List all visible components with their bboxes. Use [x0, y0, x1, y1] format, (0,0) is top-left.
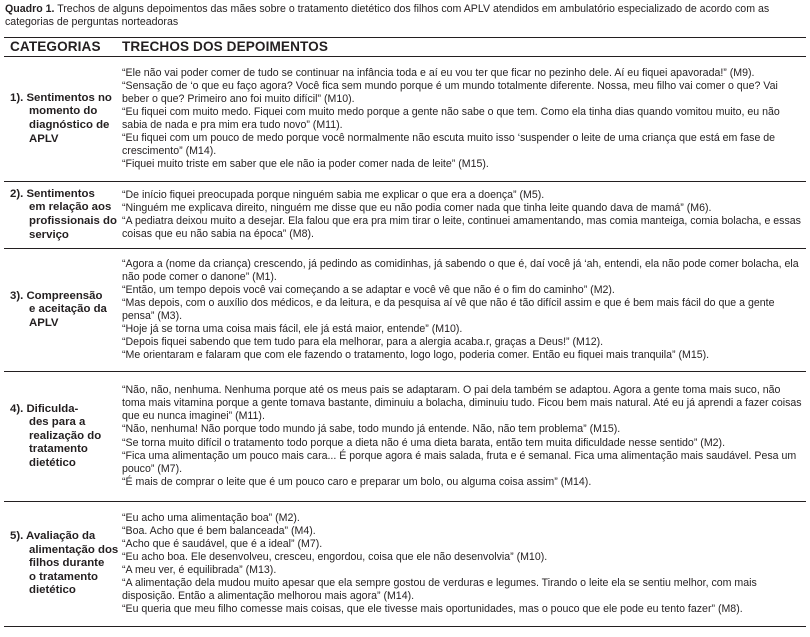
category-line: filhos durante [29, 557, 105, 570]
table-row [4, 249, 806, 372]
table-row [4, 372, 806, 502]
category-line: 1). Sentimentos no [10, 91, 112, 104]
header-trechos: TRECHOS DOS DEPOIMENTOS [119, 38, 806, 57]
quotes-cell [119, 502, 806, 627]
category-line: 4). Dificulda- [10, 402, 79, 415]
testimony-quote: “Agora a (nome da criança) crescendo, já pedindo as comidinhas, já sabendo o que é, daí você já ‘ah, entendi, ela não pode comer bolacha, ela não pode comer o danone” (M1). [122, 257, 799, 283]
category-line: APLV [29, 132, 59, 145]
category-line: serviço [29, 228, 69, 241]
category-cell [4, 57, 119, 182]
quotes-cell [119, 249, 806, 372]
table-caption [5, 3, 805, 29]
category-line: dietético [29, 456, 76, 469]
category-line: realização do [29, 429, 102, 442]
quotes-cell [119, 372, 806, 502]
testimonies-table [4, 37, 806, 627]
category-line: o tratamento [29, 570, 98, 583]
category-line: des para a [29, 416, 86, 429]
testimony-quote: “Mas depois, com o auxílio dos médicos, e da leitura, e da pesquisa aí vê que não é tão difícil assim e que é bem mais fácil do que a gente pensa” (M3). [122, 296, 775, 322]
testimony-quote: “Acho que é saudável, que é a ideal” (M7). [122, 537, 323, 550]
testimony-quote: “Eu queria que meu filho comesse mais coisas, que ele tivesse mais oportunidades, mas o pouco que ele pode eu tento fazer” (M8). [122, 603, 743, 616]
testimony-quote: “Ninguém me explicava direito, ninguém me disse que eu não podia comer nada que tinha leite quando dava de mamá” (M6). [122, 201, 712, 214]
category-cell [4, 249, 119, 372]
table-row [4, 57, 806, 182]
caption-label: Quadro 1. [5, 3, 55, 15]
testimony-quote: “Ele não vai poder comer de tudo se continuar na infância toda e aí eu vou ter que ficar no pezinho dele. Aí eu fiquei apavorada!” (M9). [122, 66, 755, 79]
testimony-quote: “De início fiquei preocupada porque ninguém sabia me explicar o que era a doença” (M5). [122, 188, 545, 201]
table-header-row [4, 38, 806, 57]
testimony-quote: “Eu fiquei com muito medo. Fiquei com muito medo porque a gente não sabe o que tem. Como ela tinha dias quando vomitou muito, eu não sabia de nada e pra mim era tudo novo” (M11). [122, 105, 780, 131]
testimony-quote: “Eu acho uma alimentação boa” (M2). [122, 511, 300, 524]
testimony-quote: “Boa. Acho que é bem balanceada” (M4). [122, 524, 316, 537]
quotes-cell [119, 182, 806, 249]
testimony-quote: “Depois fiquei sabendo que tem tudo para ela melhorar, para a alergia acaba.r, graças a Deus!” (M12). [122, 336, 604, 349]
category-line: APLV [29, 316, 59, 329]
testimony-quote: “A alimentação dela mudou muito apesar que ela sempre gostou de verduras e legumes. Tirando o leite ela se sentiu melhor, com mais disposição. Então a alimentação melhorou mais agora” (M14). [122, 577, 757, 603]
testimony-quote: “Não, nenhuma! Não porque todo mundo já sabe, todo mundo já entende. Não, não tem problema” (M15). [122, 423, 621, 436]
testimony-quote: “Se torna muito difícil o tratamento todo porque a dieta não é uma dieta barata, então tem muita dificuldade nesse sentido” (M2). [122, 436, 726, 449]
category-line: tratamento [29, 443, 88, 456]
category-line: 2). Sentimentos [10, 187, 95, 200]
quotes-cell [119, 57, 806, 182]
category-line: profissionais do [29, 215, 117, 227]
testimony-quote: “Eu fiquei com um pouco de medo porque você normalmente não escuta muito isso ‘suspender o leite de uma criança que está em fase de crescimento” (M14). [122, 132, 776, 158]
category-line: momento do [29, 105, 98, 118]
category-cell [4, 372, 119, 502]
testimony-quote: “A meu ver, é equilibrada” (M13). [122, 564, 277, 576]
testimony-quote: “Eu acho boa. Ele desenvolveu, cresceu, engordou, coisa que ele não desenvolvia” (M10). [122, 550, 548, 563]
category-cell [4, 182, 119, 249]
testimony-quote: “Hoje já se torna uma coisa mais fácil, ele já está maior, entende” (M10). [122, 323, 463, 336]
header-categorias: CATEGORIAS [4, 38, 119, 57]
category-line: e aceitação da [29, 303, 107, 316]
table-body [4, 57, 806, 627]
testimony-quote: “Me orientaram e falaram que com ele fazendo o tratamento, logo logo, poderia comer. Então eu fiquei mais tranquila” (M15). [122, 349, 710, 362]
category-line: dietético [29, 584, 76, 597]
testimony-quote: “Não, não, nenhuma. Nenhuma porque até os meus pais se adaptaram. O pai dela também se adaptou. Agora a gente toma mais suco, não toma mais vitamina porque a gente tomava bastante, diminuiu a bolacha, diminuiu tudo. Ficou bem mais natural. Até eu já aprendi a fazer coisas que eu nunca imaginei” (M11). [122, 384, 802, 423]
testimony-quote: “Sensação de ‘o que eu faço agora? Você fica sem mundo porque é um mundo totalmente diferente. Nossa, meu filho vai comer o que? Vai beber o que? Primeiro ano foi muito difícil” (M10). [122, 79, 778, 105]
table-row [4, 502, 806, 627]
caption-text: Trechos de alguns depoimentos das mães sobre o tratamento dietético dos filhos com APLV atendidos em ambulatório especializado de acordo com as categorias de perguntas norteadoras [5, 3, 770, 28]
category-line: alimentação dos [29, 543, 119, 556]
category-cell [4, 502, 119, 627]
category-line: 5). Avaliação da [10, 530, 96, 543]
category-line: 3). Compreensão [10, 289, 103, 302]
testimony-quote: “Fiquei muito triste em saber que ele não ia poder comer nada de leite” (M15). [122, 158, 489, 171]
table-row [4, 182, 806, 249]
testimony-quote: “A pediatra deixou muito a desejar. Ela falou que era pra mim tirar o leite, continuei amamentando, mas comia manteiga, comia bolacha, e essas coisas que eu não sabia na época” (M8). [122, 215, 801, 241]
testimony-quote: “É mais de comprar o leite que é um pouco caro e preparar um bolo, ou alguma coisa assim” (M14). [122, 475, 592, 488]
category-line: em relação aos [29, 201, 112, 214]
category-line: diagnóstico de [29, 119, 110, 131]
testimony-quote: “Então, um tempo depois você vai começando a se adaptar e você vê que não é o fim do caminho” (M2). [122, 283, 615, 296]
testimony-quote: “Fica uma alimentação um pouco mais cara... É porque agora é mais salada, fruta e é semanal. Fica uma alimentação mais saudável. Pesa um pouco” (M7). [122, 449, 797, 475]
